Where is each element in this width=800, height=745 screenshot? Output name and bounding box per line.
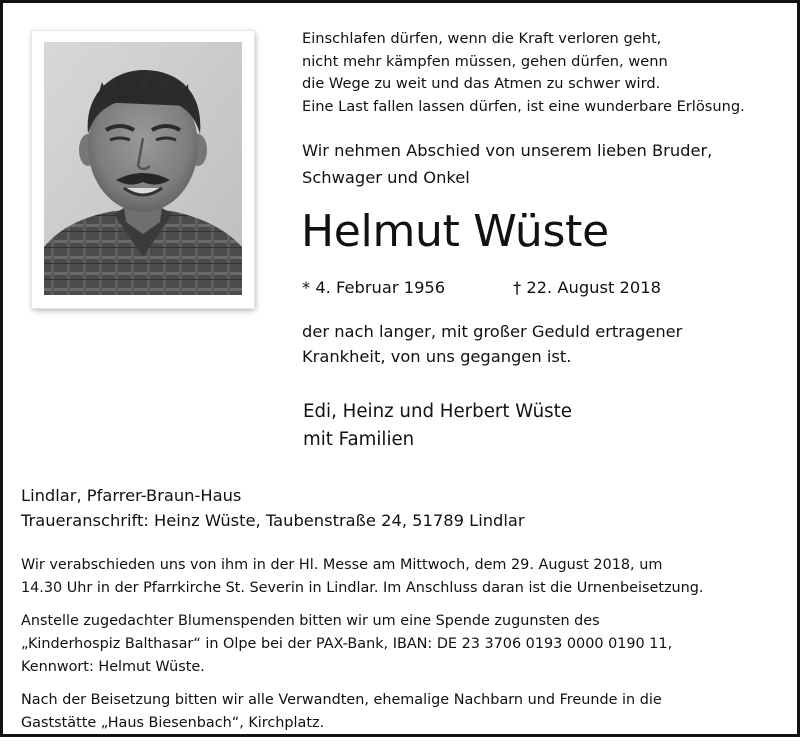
notice-line: „Kinderhospiz Balthasar“ in Olpe bei der PAX-Bank, IBAN: DE 23 3706 0193 0000 0190 11, — [21, 636, 673, 652]
death-date: † 22. August 2018 — [513, 278, 661, 297]
poem-line: die Wege zu weit und das Atmen zu schwer wird. — [302, 75, 661, 92]
passing-line: der nach langer, mit großer Geduld ertragener — [302, 322, 683, 341]
family-line: mit Familien — [303, 428, 415, 450]
family-line: Edi, Heinz und Herbert Wüste — [303, 401, 572, 422]
mass-notice — [21, 554, 785, 600]
mourning-address — [21, 484, 781, 533]
portrait-photo — [44, 42, 242, 295]
portrait-illustration — [44, 42, 242, 295]
gathering-notice — [21, 689, 785, 735]
birth-date: * 4. Februar 1956 — [302, 278, 446, 297]
address-line: Lindlar, Pfarrer-Braun-Haus — [21, 486, 242, 505]
passing-statement — [302, 320, 782, 369]
notice-line: Kennwort: Helmut Wüste. — [21, 659, 205, 675]
life-dates — [302, 274, 661, 301]
deceased-name: Helmut Wüste — [301, 206, 609, 257]
donation-notice — [21, 610, 785, 679]
intro-line: Schwager und Onkel — [302, 168, 470, 187]
notice-line: Nach der Beisetzung bitten wir alle Verwandten, ehemalige Nachbarn und Freunde in die — [21, 692, 662, 708]
poem-line: Einschlafen dürfen, wenn die Kraft verloren geht, — [302, 30, 662, 47]
passing-line: Krankheit, von uns gegangen ist. — [302, 346, 572, 366]
mourning-family — [303, 398, 783, 453]
portrait-photo-frame — [32, 31, 254, 308]
notice-line: Gaststätte „Haus Biesenbach“, Kirchplatz. — [21, 715, 325, 731]
notice-line: Wir verabschieden uns von ihm in der Hl. Messe am Mittwoch, dem 29. August 2018, um — [21, 557, 663, 573]
funeral-notices — [21, 554, 785, 745]
address-line: Traueranschrift: Heinz Wüste, Taubenstraße 24, 51789 Lindlar — [21, 510, 525, 530]
farewell-intro — [302, 137, 782, 191]
intro-line: Wir nehmen Abschied von unserem lieben Bruder, — [302, 141, 713, 160]
poem-line: Eine Last fallen lassen dürfen, ist eine wunderbare Erlösung. — [302, 97, 745, 115]
notice-line: 14.30 Uhr in der Pfarrkirche St. Severin in Lindlar. Im Anschluss daran ist die Urnenbeisetzung. — [21, 580, 704, 596]
notice-line: Anstelle zugedachter Blumenspenden bitten wir um eine Spende zugunsten des — [21, 613, 600, 629]
poem-line: nicht mehr kämpfen müssen, gehen dürfen, wenn — [302, 52, 668, 70]
poem-verse — [302, 28, 782, 118]
